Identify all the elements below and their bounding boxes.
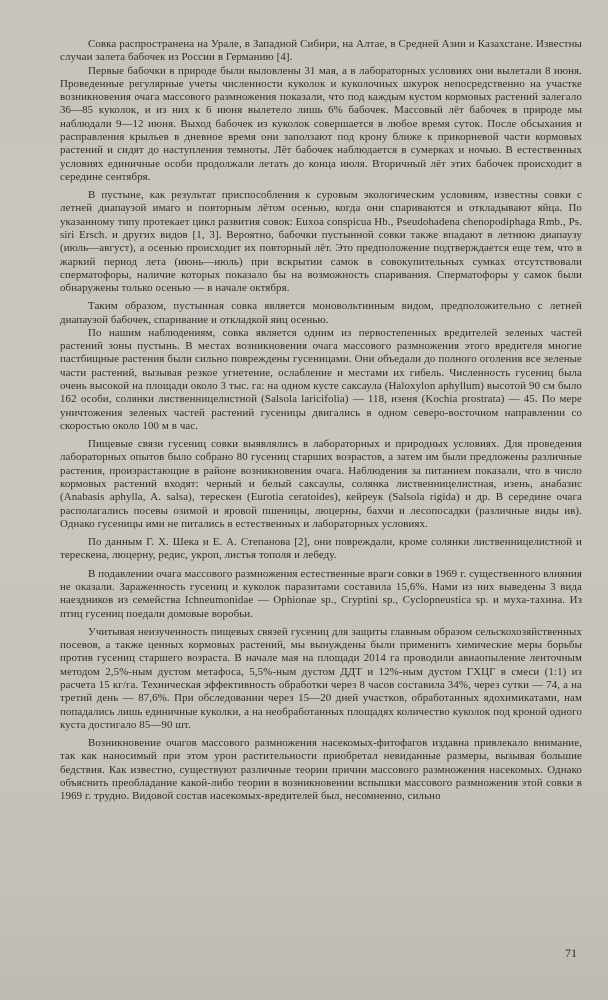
paragraph-shek-stepanov: По данным Г. Х. Шека и Е. А. Степанова [2], они повреждали, кроме солянки лиственницелистной и терескена, люцерну, редис, укроп, листья тополя и лебеду. [60,536,582,562]
paragraph-conclusion: Таким образом, пустынная совка является моновольтинным видом, предположительно с летней диапаузой бабочек, спаривание и откладкой яиц осенью. [60,300,582,326]
page-number: 71 [565,946,577,960]
paragraph-mass-outbreak: Возникновение очагов массового размножения насекомых-фитофагов издавна привлекало внимание, так как наносимый при этом урон растительности приобретал невиданные размеры, вызывая большие бедствия. Как известно, существуют различные теории причин массового размножения насекомых. Однако объяснить преобладание какой-либо теории в возникновении вспышки массового размножения этой совки в 1969 г. трудно. Видовой состав насекомых-вредителей был, несомненно, сильно [60,737,582,803]
paragraph-pest-observations: По нашим наблюдениям, совка является одним из первостепенных вредителей зеленых частей растений зоны пустынь. В местах возникновения очага массового размножения этого вредителя многие пастбищные растения были сильно повреждены гусеницами. Они объедали до полного оголения все зеленые части растений, вызывая резкое угнетение, ослабление и местами их гибель. Численность гусениц была очень высокой на площади около 3 тыс. га: на одном кусте саксаула (Haloxylon aphyllum) высотой 90 см было 162 особи, солянки лиственницелистной (Salsola laricifolia) — 118, изеня (Kochia prostrata) — 45. По мере уничтожения зеленых частей растений гусеницы двигались в одном северо-восточном направлении со скоростью около 100 м в час. [60,326,582,432]
text-column [60,38,582,803]
paragraph-desert-adaptation: В пустыне, как результат приспособления к суровым экологическим условиям, известны совки с летней диапаузой имаго и повторным лётом осенью, когда они спариваются и откладывают яйца. По указанному типу протекает цикл развития совок: Euxoa conspicua Hb., Pseudohadena chenopodiphaga Rmb., Ps. siri Ersch. и других видов [1, 3]. Вероятно, бабочки пустынной совки также впадают в летнюю диапаузу (июль—август), а осенью происходит их повторный лёт. Это предположение подтверждается еще тем, что в жаркий период лета (июнь—июль) при вскрытии самок в совокупительных сумках отсутствовали сперматофоры, наличие которых показало бы на возможность спаривания. Сперматофоры у самок были обнаружены только осенью — в начале октября. [60,189,582,295]
paragraph-chemical-control: Учитывая неизученность пищевых связей гусениц для защиты главным образом сельскохозяйственных посевов, а также ценных кормовых растений, мы вынуждены были применить химические меры борьбы против гусениц старшего возраста. В начале мая на площади 2014 га проводили авиаопыление ленточным методом 2,5%-ным дустом метафоса, 5,5%-ным дустом ДДТ и 12%-ным дустом ГХЦГ в смеси (1:1) из расчета 15 кг/га. Техническая эффективность обработки через 8 часов составила 34%, через сутки — 74, а на третий день — 87,6%. При обследовании через 15—20 дней участков, обработанных ядохимикатами, нам попадались лишь единичные куколки, а на необработанных площадях количество куколок под кроной одного куста достигало 85—90 шт. [60,625,582,731]
paragraph-natural-enemies: В подавлении очага массового размножения естественные враги совки в 1969 г. существенного влияния не оказали. Зараженность гусениц и куколок паразитами составила 15,6%. Нами из них выведены 3 вида наездников из семейства Ichneumonidae — Ophionae sp., Cryptini sp., Cyclopneustica sp. и муха-тахина. Из птиц гусениц поедали домовые воробьи. [60,567,582,620]
paragraph-distribution: Совка распространена на Урале, в Западной Сибири, на Алтае, в Средней Азии и Казахстане. Известны случаи залета бабочек из России в Германию [4]. [60,38,582,64]
paragraph-first-butterflies: Первые бабочки в природе были выловлены 31 мая, а в лабораторных условиях они вылетали 8 июня. Проведенные регулярные учеты численности куколок и куколочных шкурок непосредственно на участке возникновения очага массового размножения показали, что под каждым кустом кормовых растений залегало 36—85 куколок, и из них к 6 июня вылетело лишь 6% бабочек. Массовый лёт бабочек в природе мы наблюдали 9—12 июня. Выход бабочек из куколок совершается в любое время суток. После обсыхания и расправления крыльев в дневное время они заползают под крону ближе к прикорневой части кормовых растений и сидят до наступления темноты. Лёт бабочек наблюдается в сумерках и ночью. В естественных условиях единичные особи продолжали летать до конца июля. Вторичный лёт этих бабочек происходит в середине сентября. [60,64,582,183]
paragraph-food-relations: Пищевые связи гусениц совки выявлялись в лабораторных и природных условиях. Для проведения лабораторных опытов было собрано 80 гусениц старших возрастов, а затем им были предложены различные растения, произрастающие в районе возникновения очага. Наблюдения за питанием показали, что в число кормовых растений входят: черный и белый саксаулы, солянка лиственницелистная, изень, анабазис (Anabasis aphylla, A. salsa), терескен (Eurotia ceratoides), кейреук (Salsola rigida) и др. В середине очага располагались посевы озимой и яровой пшеницы, люцерны, бахчи и лесопосадки (различные виды ив). Однако гусеницы ими не питались в естественных и лабораторных условиях. [60,438,582,530]
